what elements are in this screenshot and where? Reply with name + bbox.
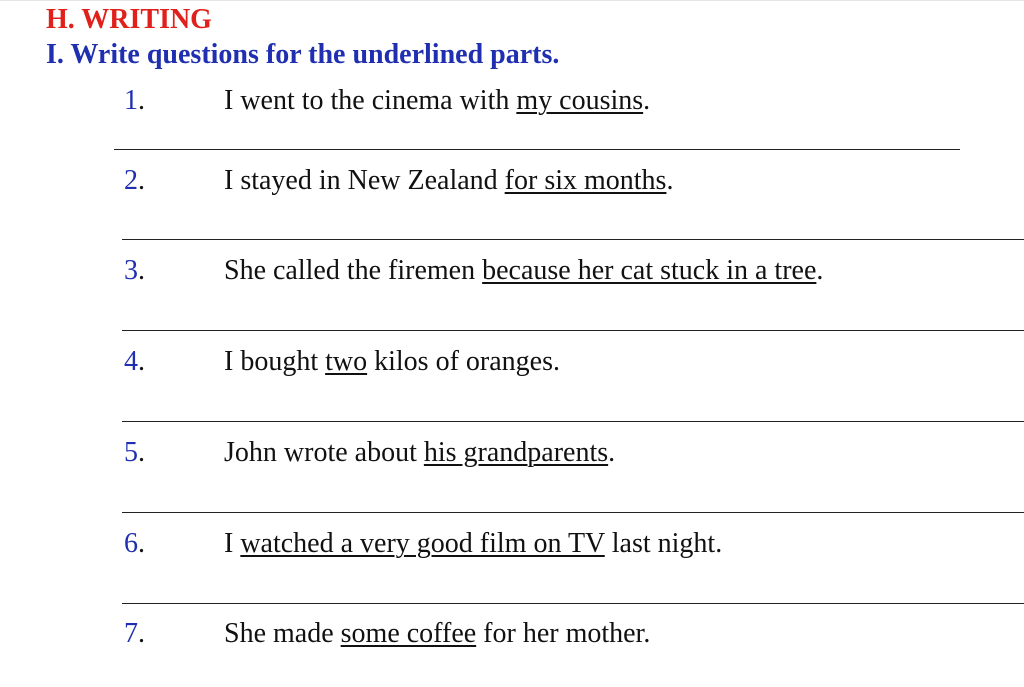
answer-line bbox=[122, 512, 1024, 513]
list-item bbox=[0, 345, 1024, 379]
item-sentence: John wrote about his grandparents. bbox=[224, 437, 616, 468]
list-item bbox=[0, 164, 1024, 198]
list-item bbox=[0, 617, 1024, 651]
answer-line bbox=[114, 149, 960, 150]
underlined-part: for six months bbox=[504, 165, 667, 196]
underlined-part: watched a very good film on TV bbox=[240, 528, 605, 559]
item-number: 6. bbox=[124, 528, 145, 559]
item-number: 2. bbox=[124, 165, 145, 196]
item-sentence: She made some coffee for her mother. bbox=[224, 618, 651, 649]
answer-line bbox=[122, 603, 1024, 604]
underlined-part: his grandparents bbox=[423, 437, 609, 468]
item-sentence: I went to the cinema with my cousins. bbox=[224, 85, 651, 116]
item-number: 3. bbox=[124, 255, 145, 286]
exercise-instruction: I. Write questions for the underlined parts. bbox=[46, 39, 560, 70]
item-sentence: She called the firemen because her cat stuck in a tree. bbox=[224, 255, 824, 286]
list-item bbox=[0, 527, 1024, 561]
item-sentence: I bought two kilos of oranges. bbox=[224, 346, 560, 377]
underlined-part: two bbox=[325, 346, 368, 377]
item-number: 4. bbox=[124, 346, 145, 377]
answer-line bbox=[122, 421, 1024, 422]
list-item bbox=[0, 84, 1024, 118]
answer-line bbox=[122, 330, 1024, 331]
section-title: H. WRITING bbox=[46, 4, 212, 35]
underlined-part: some coffee bbox=[340, 618, 477, 649]
item-number: 1. bbox=[124, 85, 145, 116]
underlined-part: my cousins bbox=[516, 85, 644, 116]
item-number: 7. bbox=[124, 618, 145, 649]
underlined-part: because her cat stuck in a tree bbox=[482, 255, 817, 286]
list-item bbox=[0, 254, 1024, 288]
item-number: 5. bbox=[124, 437, 145, 468]
list-item bbox=[0, 436, 1024, 470]
answer-line bbox=[122, 239, 1024, 240]
item-sentence: I stayed in New Zealand for six months. bbox=[224, 165, 674, 196]
item-sentence: I watched a very good film on TV last night. bbox=[224, 528, 723, 559]
